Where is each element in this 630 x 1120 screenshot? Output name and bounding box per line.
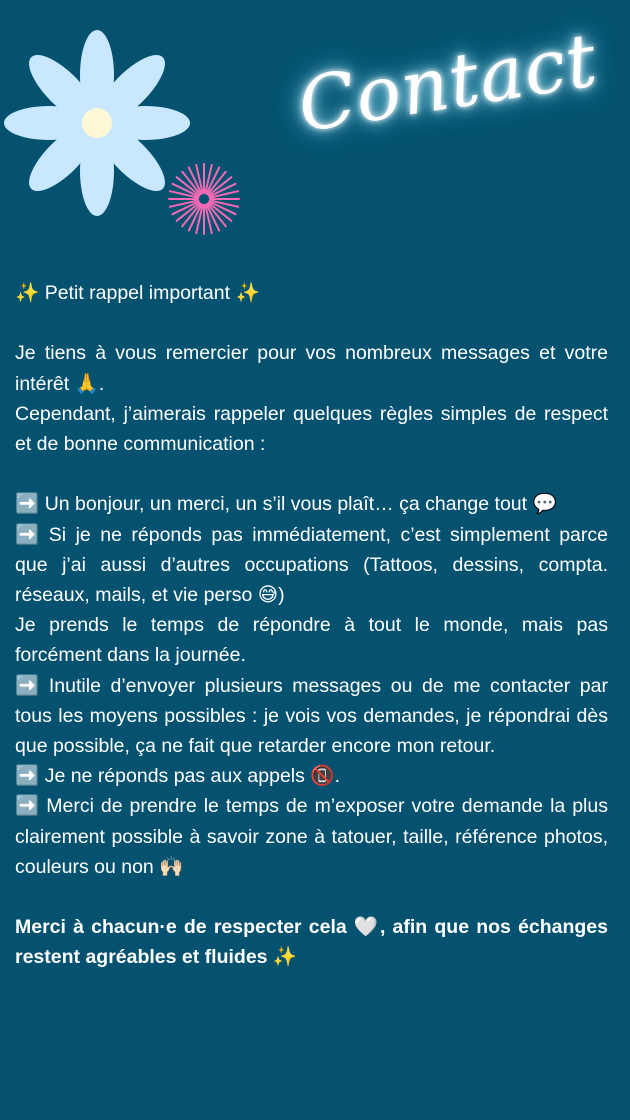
contact-rules-text <box>15 278 608 973</box>
however-paragraph: Cependant, j’aimerais rappeler quelques règles simples de respect et de bonne communication : <box>15 402 608 455</box>
rule-greetings: ➡️ Un bonjour, un merci, un s’il vous plaît… ça change tout 💬 <box>15 493 557 516</box>
closing-message: Merci à chacun·e de respecter cela 🤍, afin que nos échanges restent agréables et fluides ✨ <box>15 916 608 969</box>
starburst-illustration <box>165 160 243 238</box>
rule-response-time: ➡️ Si je ne réponds pas immédiatement, c’est simplement parce que j’ai aussi d’autres occupations (Tattoos, dessins, compta. réseaux, mails, et vie perso 😅) <box>15 523 608 606</box>
rule-response-time-note: Je prends le temps de répondre à tout le monde, mais pas forcément dans la journée. <box>15 614 608 667</box>
rule-no-calls: ➡️ Je ne réponds pas aux appels 📵. <box>15 765 340 788</box>
rule-clear-request: ➡️ Merci de prendre le temps de m’exposer votre demande la plus clairement possible à savoir zone à tatouer, taille, référence photos, couleurs ou non 🙌🏻 <box>15 795 608 878</box>
rule-no-multiple-messages: ➡️ Inutile d’envoyer plusieurs messages ou de me contacter par tous les moyens possibles : je vois vos demandes, je répondrai dès que possible, ça ne fait que retarder encore mon retour. <box>15 674 608 758</box>
page-title: Contact <box>292 17 604 150</box>
reminder-heading: ✨ Petit rappel important ✨ <box>15 282 260 304</box>
thanks-paragraph: Je tiens à vous remercier pour vos nombreux messages et votre intérêt 🙏. <box>15 342 608 395</box>
